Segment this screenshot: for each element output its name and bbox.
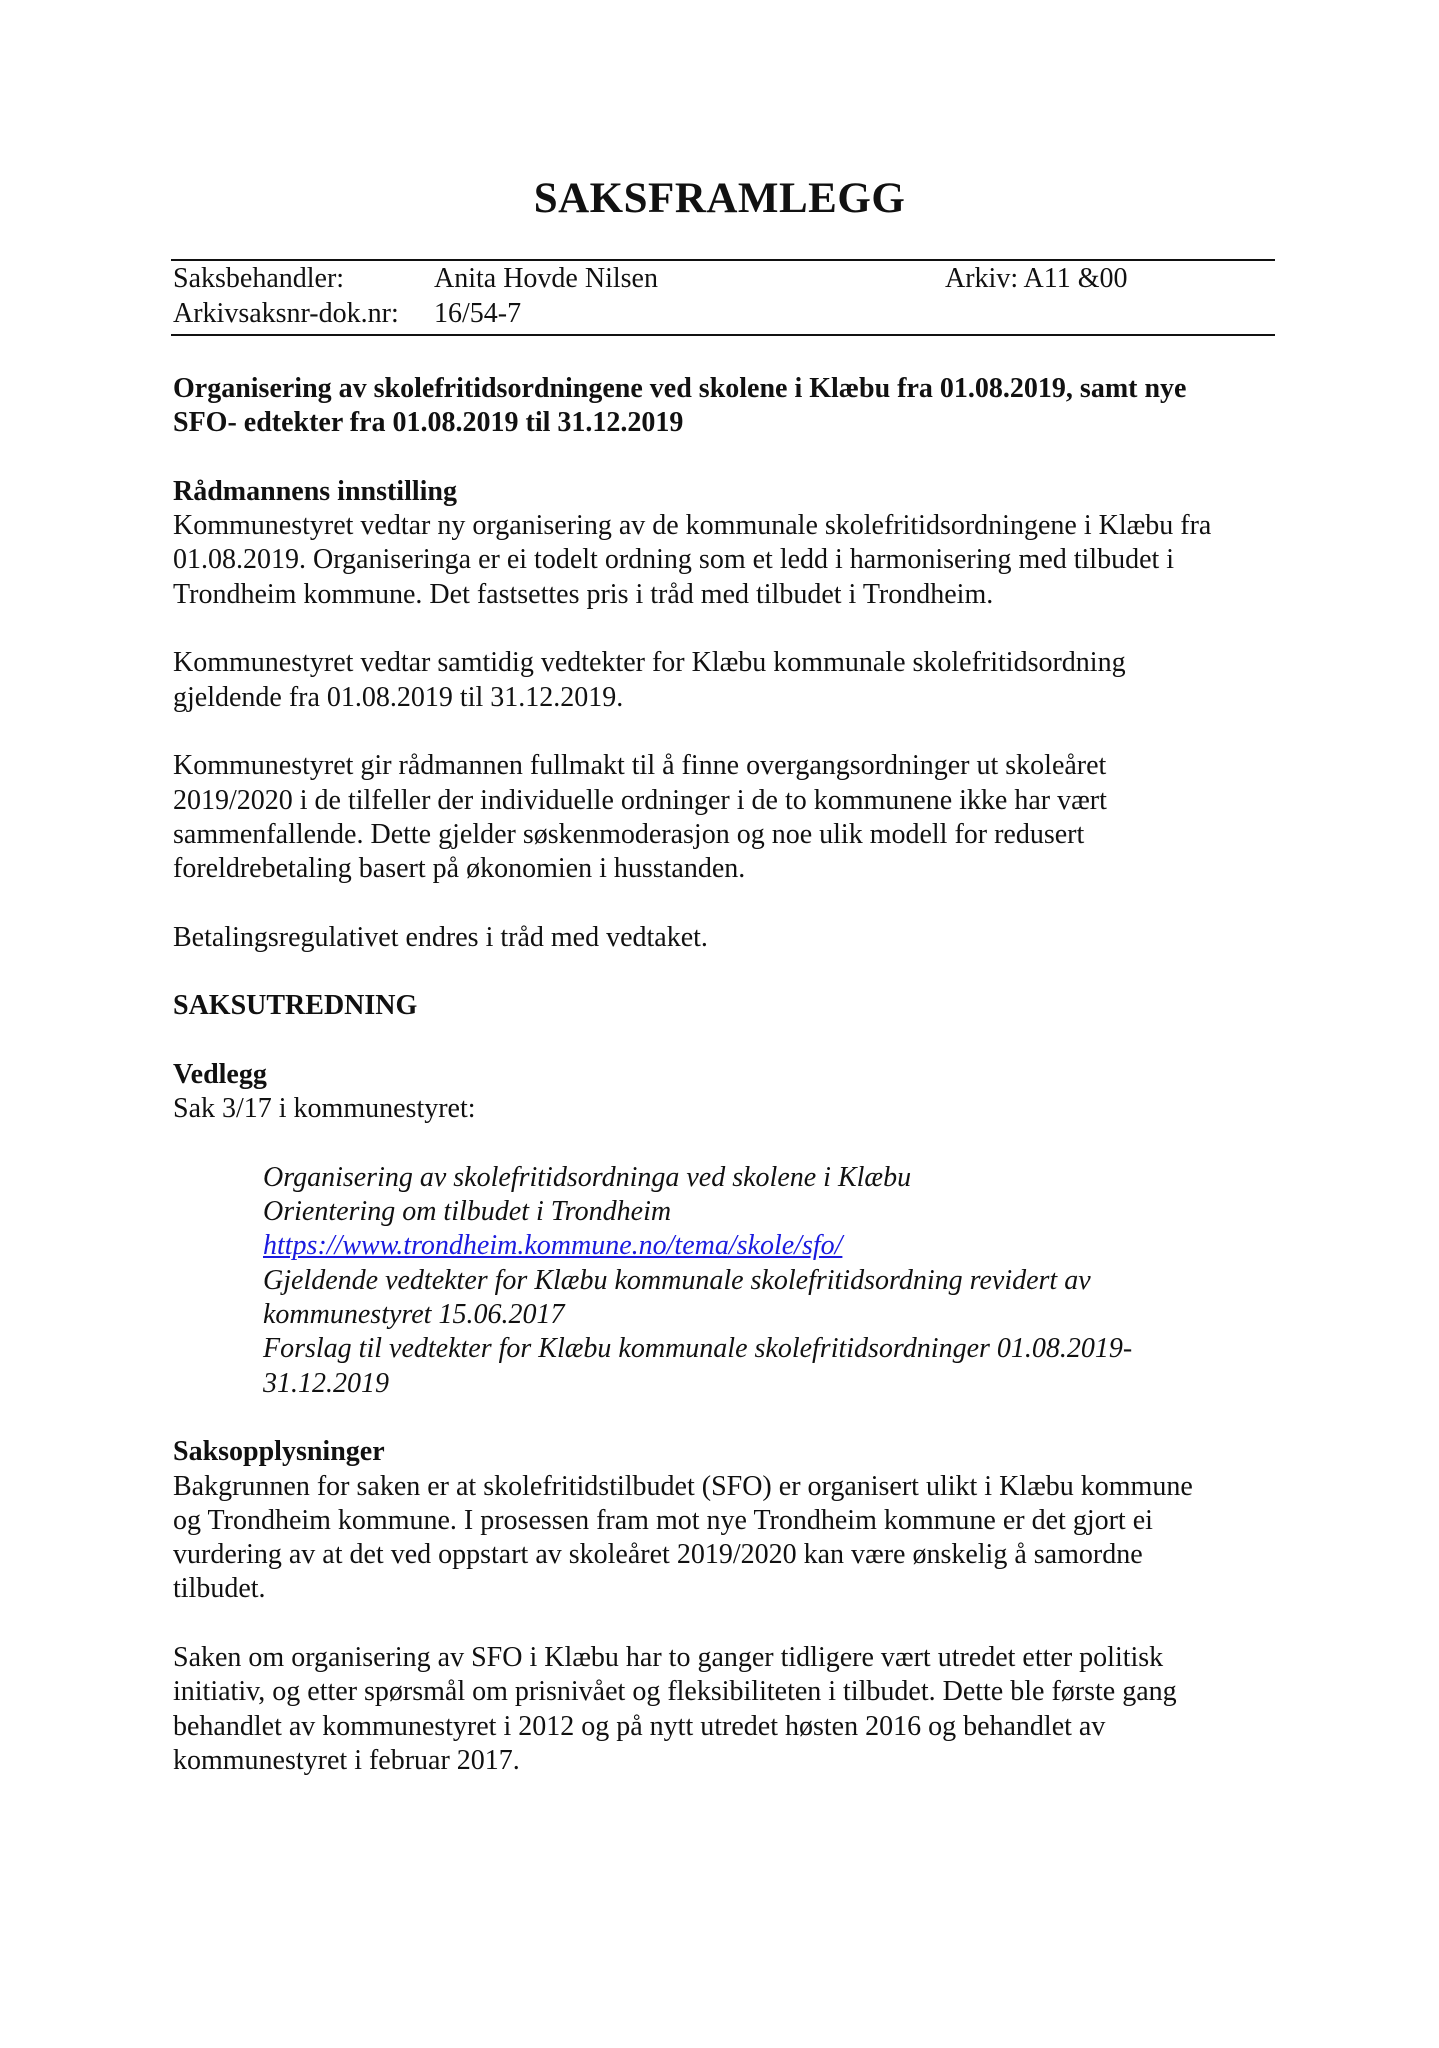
attachment-link-line [263, 1229, 1283, 1263]
document-body [173, 372, 1283, 1778]
header-top-rule [171, 259, 1275, 261]
case-number-label: Arkivsaksnr-dok.nr: [173, 298, 399, 329]
attachment-item: Organisering av skolefritidsordninga ved skolene i Klæbu [263, 1161, 912, 1193]
paragraph-line: behandlet av kommunestyret i 2012 og på nytt utredet høsten 2016 og behandlet av [173, 1710, 1106, 1742]
paragraph-line: Kommunestyret vedtar ny organisering av de kommunale skolefritidsordningene i Klæbu fra [173, 510, 1212, 542]
attachment-item: kommunestyret 15.06.2017 [263, 1299, 565, 1331]
paragraph-line: tilbudet. [173, 1573, 266, 1605]
attachment-item: Forslag til vedtekter for Klæbu kommunale skolefritidsordninger 01.08.2019- [263, 1333, 1133, 1365]
paragraph-line: 2019/2020 i de tilfeller der individuelle ordninger i de to kommunene ikke har vært [173, 784, 1107, 816]
paragraph-line: foreldrebetaling basert på økonomien i husstanden. [173, 853, 746, 885]
paragraph-line: sammenfallende. Dette gjelder søskenmoderasjon og noe ulik modell for redusert [173, 818, 1085, 850]
attachments-heading: Vedlegg [173, 1058, 267, 1090]
header-bottom-rule [171, 334, 1275, 336]
paragraph-line: Betalingsregulativet endres i tråd med vedtaket. [173, 921, 708, 953]
paragraph-line: initiativ, og etter spørsmål om prisnivået og fleksibiliteten i tilbudet. Dette ble første gang [173, 1676, 1177, 1708]
attachments-list [263, 1161, 1283, 1401]
attachment-item: Gjeldende vedtekter for Klæbu kommunale skolefritidsordning revidert av [263, 1264, 1091, 1296]
paragraph-line: gjeldende fra 01.08.2019 til 31.12.2019. [173, 681, 624, 713]
paragraph-line: Saken om organisering av SFO i Klæbu har to ganger tidligere vært utredet etter politisk [173, 1641, 1164, 1673]
case-number-value: 16/54-7 [434, 298, 522, 329]
paragraph-line: Bakgrunnen for saken er at skolefritidstilbudet (SFO) er organisert ulikt i Klæbu kommune [173, 1470, 1193, 1502]
paragraph-line: Trondheim kommune. Det fastsettes pris i tråd med tilbudet i Trondheim. [173, 578, 994, 610]
subject-line: SFO- edtekter fra 01.08.2019 til 31.12.2019 [173, 407, 684, 439]
attachment-item: 31.12.2019 [263, 1367, 389, 1399]
page-title: SAKSFRAMLEGG [533, 175, 906, 222]
subject-line: Organisering av skolefritidsordningene ved skolene i Klæbu fra 01.08.2019, samt nye [173, 373, 1187, 404]
saksutredning-heading: SAKSUTREDNING [173, 990, 418, 1022]
paragraph-line: kommunestyret i februar 2017. [173, 1744, 520, 1776]
handler-label: Saksbehandler: [173, 263, 345, 294]
archive-code: Arkiv: A11 &00 [945, 263, 1128, 294]
paragraph-line: Kommunestyret gir rådmannen fullmakt til å finne overgangsordninger ut skoleåret [173, 750, 1107, 782]
case-info-heading: Saksopplysninger [173, 1436, 385, 1468]
trondheim-sfo-link[interactable]: https://www.trondheim.kommune.no/tema/skole/sfo/ [263, 1230, 843, 1262]
recommendation-heading: Rådmannens innstilling [173, 475, 457, 507]
paragraph-line: vurdering av at det ved oppstart av skoleåret 2019/2020 kan være ønskelig å samordne [173, 1539, 1143, 1571]
attachments-intro: Sak 3/17 i kommunestyret: [173, 1093, 476, 1125]
attachment-item: Orientering om tilbudet i Trondheim [263, 1196, 672, 1228]
paragraph-line: 01.08.2019. Organiseringa er ei todelt ordning som et ledd i harmonisering med tilbudet i [173, 544, 1175, 576]
handler-value: Anita Hovde Nilsen [434, 263, 658, 294]
paragraph-line: og Trondheim kommune. I prosessen fram mot nye Trondheim kommune er det gjort ei [173, 1504, 1153, 1536]
paragraph-line: Kommunestyret vedtar samtidig vedtekter for Klæbu kommunale skolefritidsordning [173, 647, 1126, 679]
